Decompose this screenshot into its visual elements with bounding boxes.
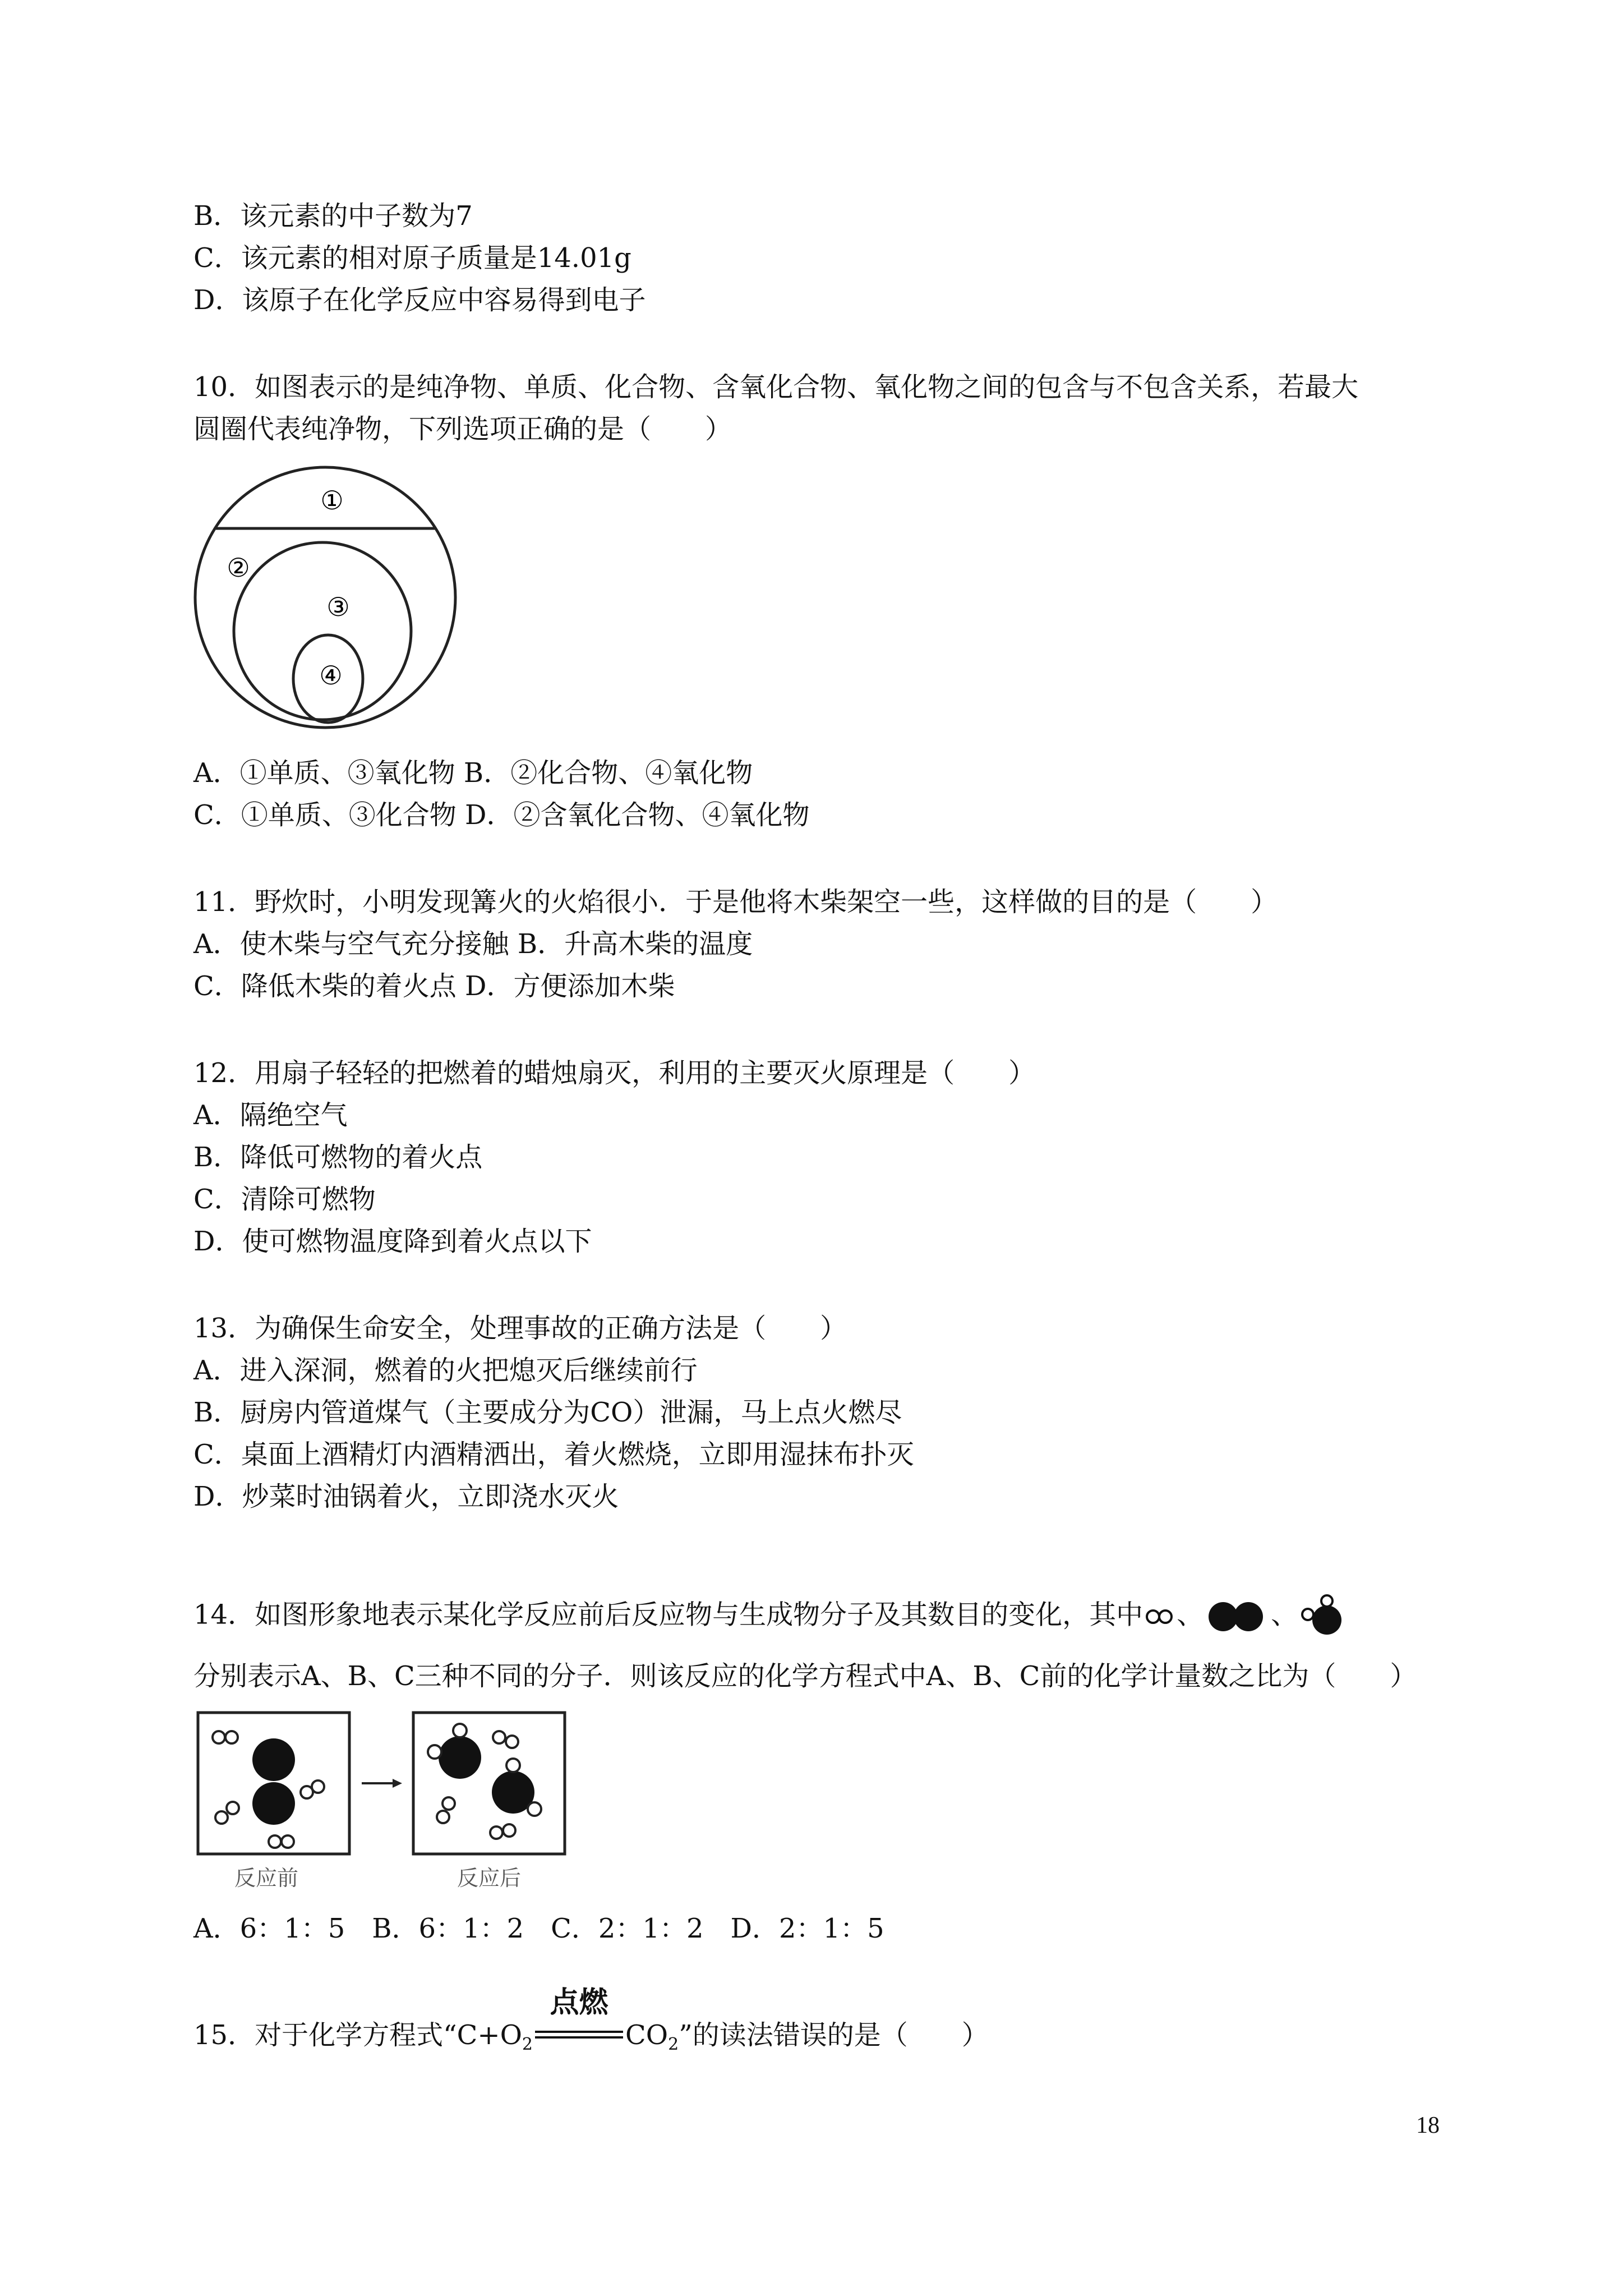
q14-stem-line1: 14．如图形象地表示某化学反应前后反应物与生成物分子及其数目的变化，其中 、 、 (193, 1594, 1348, 1639)
q10-options-line2: C．①单质、③化合物 D．②含氧化合物、④氧化物 (193, 799, 810, 831)
q13-option-a: A．进入深洞，燃着的火把熄灭后继续前行 (193, 1355, 698, 1386)
q10-options-line1: A．①单质、③氧化物 B．②化合物、④氧化物 (193, 757, 753, 789)
q14-stem-line2: 分别表示A、B、C三种不同的分子．则该反应的化学方程式中A、B、C前的化学计量数之比为（ ） (193, 1660, 1417, 1692)
q10-venn-diagram (193, 466, 463, 735)
molecule-c-icon (1298, 1594, 1348, 1639)
q12-stem: 12．用扇子轻轻的把燃着的蜡烛扇灭，利用的主要灭火原理是（ ） (193, 1057, 1036, 1089)
q12-option-d: D．使可燃物温度降到着火点以下 (193, 1226, 592, 1257)
q11-options-line2: C．降低木柴的着火点 D．方便添加木柴 (193, 970, 675, 1002)
q9-option-c: C．该元素的相对原子质量是14.01g (193, 242, 631, 274)
q11-options-line1: A．使木柴与空气充分接触 B．升高木柴的温度 (193, 928, 753, 960)
q14-reaction-diagram (193, 1708, 586, 1899)
q12-option-a: A．隔绝空气 (193, 1099, 348, 1131)
venn-label-2: ② (227, 553, 250, 583)
q12-option-c: C．清除可燃物 (193, 1184, 376, 1215)
q15-stem: 15．对于化学方程式“$C+O_2$ 点燃 $CO_2$”的读法错误的是（ ） (193, 1986, 989, 2054)
venn-label-4: ④ (319, 660, 343, 691)
q12-option-b: B．降低可燃物的着火点 (193, 1142, 483, 1173)
q10-stem-line2: 圆圈代表纯净物，下列选项正确的是（ ） (193, 413, 732, 445)
q13-stem: 13．为确保生命安全，处理事故的正确方法是（ ） (193, 1313, 847, 1344)
q13-option-d: D．炒菜时油锅着火，立即浇水灭火 (193, 1481, 619, 1512)
molecule-b-icon (1204, 1600, 1271, 1634)
venn-label-1: ① (320, 485, 344, 516)
q9-option-b: B．该元素的中子数为7 (193, 200, 473, 232)
q14-options: A．6：1：5 B．6：1：2 C．2：1：2 D．2：1：5 (193, 1913, 884, 1944)
venn-label-3: ③ (326, 592, 350, 622)
molecule-a-icon (1143, 1605, 1177, 1628)
reaction-condition: 点燃 (533, 2018, 625, 2052)
q11-stem: 11．野炊时，小明发现篝火的火焰很小．于是他将木柴架空一些，这样做的目的是（ ） (193, 886, 1278, 918)
label-after-reaction: 反应后 (457, 1866, 522, 1890)
q10-stem-line1: 10．如图表示的是纯净物、单质、化合物、含氧化合物、氧化物之间的包含与不包含关系，若最大 (193, 371, 1359, 403)
q13-option-b: B．厨房内管道煤气（主要成分为CO）泄漏，马上点火燃尽 (193, 1397, 902, 1428)
q13-option-c: C．桌面上酒精灯内酒精洒出，着火燃烧，立即用湿抹布扑灭 (193, 1439, 914, 1470)
q9-option-d: D．该原子在化学反应中容易得到电子 (193, 284, 646, 316)
page-number: 18 (1416, 2113, 1440, 2138)
label-before-reaction: 反应前 (234, 1866, 299, 1890)
